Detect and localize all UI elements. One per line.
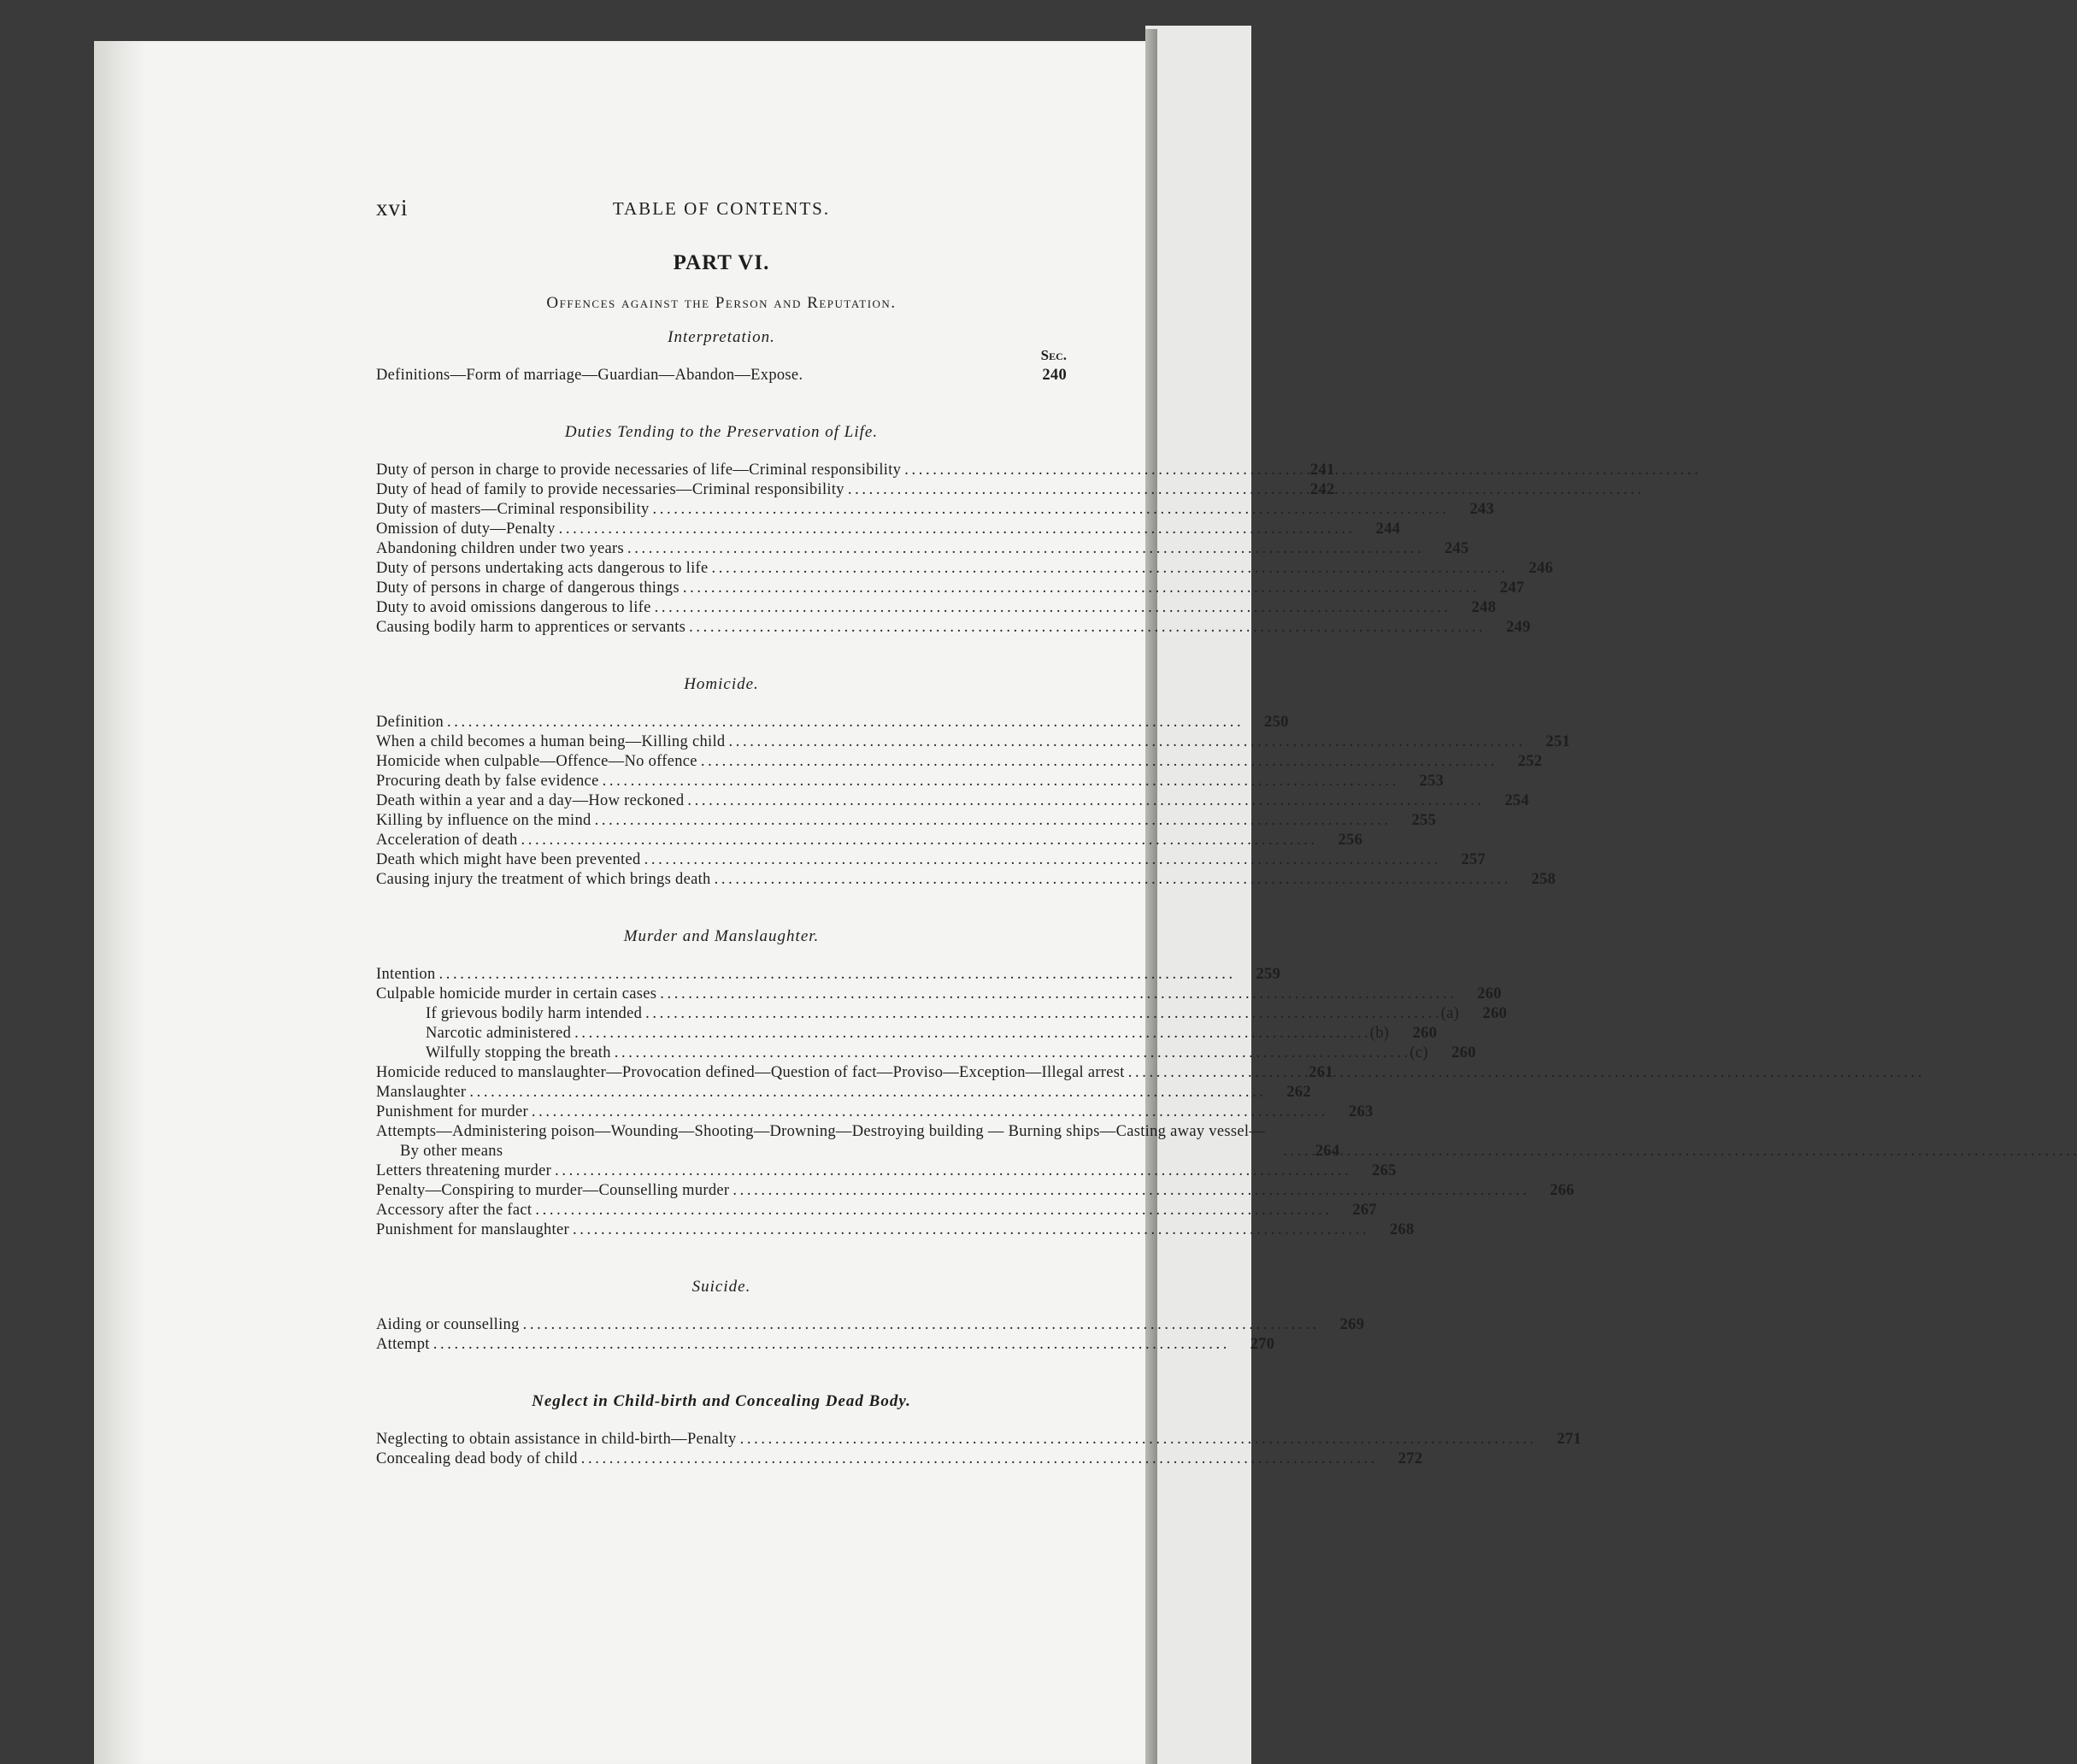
section-heading: Homicide. — [684, 675, 759, 693]
leader-dots — [655, 598, 1449, 618]
entry-title: Acceleration of death — [376, 832, 518, 849]
toc-entry — [376, 985, 1502, 1004]
leader-dots — [447, 713, 1241, 732]
toc-entry — [376, 559, 1554, 579]
section-number: 269 — [1339, 1316, 1365, 1333]
leader-dots — [728, 732, 1522, 752]
section-number: 240 — [1042, 367, 1067, 384]
page-number: xvi — [376, 195, 409, 220]
section-number: 268 — [1389, 1221, 1415, 1238]
section-number: 256 — [1338, 832, 1363, 849]
entry-title: Attempts—Administering poison—Wounding—Shooting—Drowning—Destroying building — Burning ships—Casting away vessel—By other means — [376, 1123, 1266, 1160]
entry-letter: (a) — [1440, 1005, 1460, 1022]
toc-entry — [376, 791, 1529, 811]
toc-entry — [376, 1004, 1508, 1024]
entry-title: Penalty—Conspiring to murder—Counselling murder — [376, 1182, 730, 1199]
section-number: 257 — [1461, 851, 1486, 868]
section-number: 253 — [1419, 773, 1444, 790]
part-title: PART VI. — [673, 251, 770, 274]
section-number: 260 — [1477, 985, 1502, 1003]
leader-dots — [433, 1335, 1227, 1355]
toc-section — [376, 1278, 1365, 1377]
entry-title: Procuring death by false evidence — [376, 773, 599, 790]
toc-entry — [376, 520, 1401, 539]
entry-letter: (b) — [1369, 1025, 1390, 1042]
toc-entry — [376, 598, 1497, 618]
leader-dots — [712, 559, 1506, 579]
leader-dots — [733, 1181, 1527, 1201]
leader-dots — [1128, 1063, 1286, 1083]
leader-dots — [645, 1004, 1439, 1024]
entry-title: Causing bodily harm to apprentices or servants — [376, 619, 686, 636]
section-heading: Suicide. — [691, 1278, 751, 1296]
toc-section — [376, 328, 1067, 408]
section-number: 263 — [1348, 1103, 1374, 1120]
leader-dots — [532, 1102, 1326, 1122]
section-number: 258 — [1531, 871, 1556, 888]
entry-title: Duty of persons in charge of dangerous things — [376, 579, 680, 597]
section-number: 264 — [1315, 1143, 1340, 1160]
toc-entry — [376, 1449, 1423, 1469]
toc-entry — [376, 618, 1531, 638]
toc-entry — [376, 1044, 1476, 1063]
entry-title: Wilfully stopping the breath — [426, 1044, 611, 1061]
section-number: 270 — [1250, 1336, 1275, 1353]
section-number: 245 — [1444, 540, 1469, 557]
entry-title: Duty of persons undertaking acts dangerous to life — [376, 560, 709, 577]
leader-dots — [603, 772, 1397, 791]
toc-entry — [376, 1063, 1333, 1083]
toc-entry — [376, 579, 1525, 598]
entry-title: Narcotic administered — [426, 1025, 572, 1042]
leader-dots — [627, 539, 1421, 559]
toc-entry — [376, 500, 1495, 520]
page-edge — [1145, 29, 1157, 1764]
section-number: 260 — [1451, 1044, 1476, 1061]
entry-title: Death which might have been prevented — [376, 851, 641, 868]
leader-dots — [469, 1083, 1263, 1102]
section-number: 250 — [1264, 714, 1289, 731]
leader-dots — [653, 500, 1447, 520]
leader-dots — [644, 850, 1439, 870]
entry-title: Aiding or counselling — [376, 1316, 520, 1333]
backdrop — [1145, 26, 1251, 1764]
section-number: 243 — [1469, 501, 1495, 518]
entry-title: Letters threatening murder — [376, 1162, 552, 1179]
entry-title: Definition — [376, 714, 444, 731]
leader-dots — [559, 520, 1353, 539]
toc-entry — [376, 965, 1281, 985]
leader-dots — [701, 752, 1495, 772]
section-number: 247 — [1499, 579, 1525, 597]
section-number: 272 — [1397, 1450, 1423, 1467]
section-number: 266 — [1550, 1182, 1574, 1199]
entry-title: Duty of head of family to provide necessaries—Criminal responsibility — [376, 481, 844, 498]
leader-dots — [581, 1449, 1375, 1469]
leader-dots — [439, 965, 1233, 985]
section-number: 261 — [1309, 1064, 1333, 1081]
leader-dots — [660, 985, 1454, 1004]
leader-dots — [848, 480, 1287, 500]
toc-entry — [376, 480, 1335, 500]
toc-entry — [376, 1024, 1438, 1044]
toc-entry — [376, 1201, 1377, 1220]
leader-dots — [573, 1220, 1367, 1240]
toc-entry — [376, 539, 1469, 559]
toc-entry — [376, 1102, 1374, 1122]
toc-entry — [376, 1220, 1415, 1240]
toc-entry — [376, 1181, 1574, 1201]
entry-title: Causing injury the treatment of which brings death — [376, 871, 711, 888]
toc-sections — [376, 328, 1582, 1469]
toc-entry — [376, 752, 1543, 772]
part-subtitle: Offences against the Person and Reputation. — [546, 294, 897, 312]
toc-entry — [376, 366, 1067, 385]
entry-title: When a child becomes a human being—Killing child — [376, 733, 726, 750]
section-number: 265 — [1372, 1162, 1397, 1179]
section-number: 251 — [1545, 733, 1571, 750]
entry-title: Duty to avoid omissions dangerous to life — [376, 599, 651, 616]
leader-dots — [1283, 1142, 1292, 1161]
section-number: 255 — [1411, 812, 1437, 829]
section-number: 252 — [1517, 753, 1543, 770]
leader-dots — [687, 791, 1481, 811]
section-column-label: Sec. — [1040, 347, 1067, 363]
entry-title: Omission of duty—Penalty — [376, 520, 556, 538]
entry-title: Concealing dead body of child — [376, 1450, 578, 1467]
section-heading: Murder and Manslaughter. — [623, 927, 820, 945]
section-number: 267 — [1352, 1202, 1377, 1219]
toc-entry — [376, 713, 1289, 732]
entry-title: Definitions—Form of marriage—Guardian—Abandon—Expose. — [376, 367, 803, 384]
entry-title: If grievous bodily harm intended — [426, 1005, 643, 1022]
entry-title: Accessory after the fact — [376, 1202, 532, 1219]
leader-dots — [521, 831, 1315, 850]
toc-entry — [376, 461, 1335, 480]
section-number: 241 — [1309, 462, 1335, 479]
entry-title: Death within a year and a day—How reckoned — [376, 792, 685, 809]
leader-dots — [615, 1044, 1409, 1063]
entry-title: Attempt — [376, 1336, 430, 1353]
entry-title: Duty of person in charge to provide necessaries of life—Criminal responsibility — [376, 462, 902, 479]
section-number: 271 — [1556, 1431, 1582, 1448]
section-number: 260 — [1412, 1025, 1438, 1042]
section-number: 254 — [1504, 792, 1529, 809]
leader-dots — [740, 1430, 1534, 1449]
toc-entry — [376, 1161, 1397, 1181]
toc-entry — [376, 1122, 1340, 1161]
section-number: 246 — [1528, 560, 1554, 577]
section-number: 259 — [1256, 966, 1281, 983]
section-number: 249 — [1506, 619, 1531, 636]
toc-entry — [376, 811, 1437, 831]
running-title: TABLE OF CONTENTS. — [612, 198, 831, 219]
toc-section — [376, 927, 1574, 1262]
entry-title: Neglecting to obtain assistance in child-birth—Penalty — [376, 1431, 737, 1448]
entry-title: Manslaughter — [376, 1084, 467, 1101]
section-number: 244 — [1375, 520, 1401, 538]
section-heading: Neglect in Child-birth and Concealing Dead Body. — [532, 1392, 911, 1410]
leader-dots — [574, 1024, 1368, 1044]
running-head — [376, 195, 1067, 232]
section-number: 248 — [1471, 599, 1497, 616]
toc-content — [376, 195, 1582, 1469]
section-number: 260 — [1482, 1005, 1508, 1022]
toc-entry — [376, 772, 1444, 791]
leader-dots — [689, 618, 1483, 638]
leader-dots — [595, 811, 1389, 831]
page-gutter-shadow — [94, 41, 145, 1764]
entry-letter: (c) — [1409, 1044, 1428, 1061]
entry-title: Punishment for murder — [376, 1103, 528, 1120]
toc-entry — [376, 870, 1556, 890]
section-number: 242 — [1309, 481, 1335, 498]
leader-dots — [535, 1201, 1329, 1220]
toc-entry — [376, 1430, 1582, 1449]
section-number: 262 — [1286, 1084, 1311, 1101]
toc-entry — [376, 831, 1363, 850]
toc-section — [376, 675, 1571, 912]
leader-dots — [715, 870, 1509, 890]
entry-title: Duty of masters—Criminal responsibility — [376, 501, 650, 518]
leader-dots — [683, 579, 1477, 598]
toc-entry — [376, 1335, 1275, 1355]
entry-title: Intention — [376, 966, 436, 983]
section-heading: Duties Tending to the Preservation of Life. — [564, 423, 879, 441]
toc-section — [376, 1392, 1582, 1469]
leader-dots — [555, 1161, 1349, 1181]
entry-title: Punishment for manslaughter — [376, 1221, 569, 1238]
entry-title: Homicide reduced to manslaughter—Provocation defined—Question of fact—Proviso—Exception—Illegal arrest — [376, 1064, 1125, 1081]
toc-entry — [376, 732, 1571, 752]
entry-title: Killing by influence on the mind — [376, 812, 591, 829]
toc-entry — [376, 1315, 1365, 1335]
toc-section — [376, 423, 1554, 660]
toc-entry — [376, 1083, 1311, 1102]
leader-dots — [904, 461, 1286, 480]
entry-title: Homicide when culpable—Offence—No offence — [376, 753, 697, 770]
section-heading: Interpretation. — [668, 328, 775, 346]
leader-dots — [523, 1315, 1317, 1335]
entry-title: Abandoning children under two years — [376, 540, 624, 557]
toc-entry — [376, 850, 1486, 870]
entry-title: Culpable homicide murder in certain cases — [376, 985, 657, 1003]
